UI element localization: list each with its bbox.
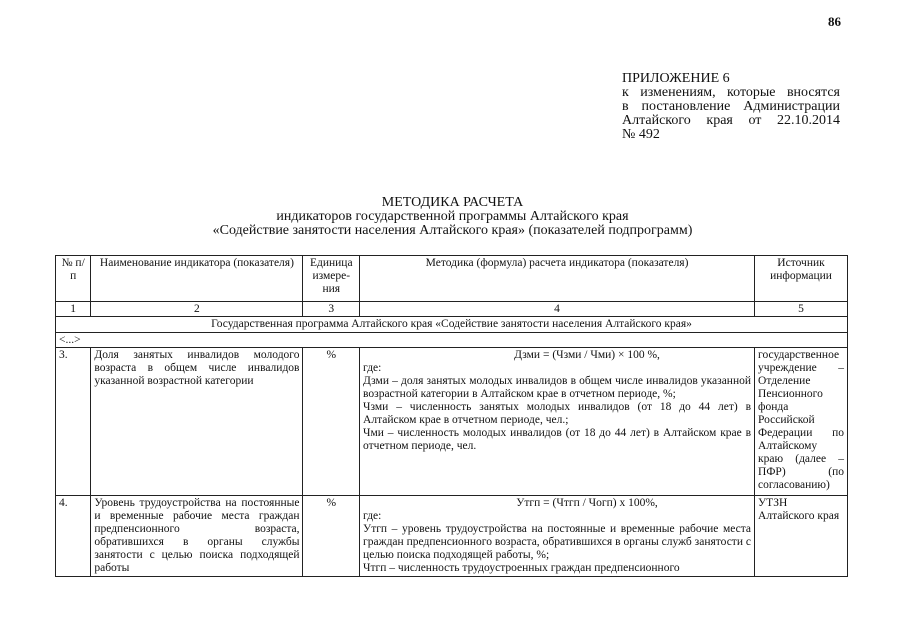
appendix-line: № 492	[622, 127, 660, 142]
where-label: где:	[363, 510, 382, 522]
table-header-row	[56, 256, 848, 302]
title-line-2: индикаторов государственной программы Алтайского края	[276, 209, 629, 224]
indicator-table	[55, 255, 848, 577]
row-num: 3.	[56, 348, 91, 496]
header-unit: Единица измере-ния	[303, 256, 360, 302]
header-num: № п/п	[56, 256, 91, 302]
appendix-line: Алтайского края от 22.10.2014	[622, 113, 840, 128]
title-line-1: МЕТОДИКА РАСЧЕТА	[381, 195, 524, 210]
page-number: 86	[828, 14, 841, 29]
header-source: Источник информации	[755, 256, 848, 302]
header-method: Методика (формула) расчета индикатора (показателя)	[360, 256, 755, 302]
title-line-3: «Содействие занятости населения Алтайского края» (показателей подпрограмм)	[212, 223, 693, 238]
indicator-name: Доля занятых инвалидов молодого возраста в общем числе инвалидов указанной возрастной категории	[91, 348, 303, 496]
col-number: 5	[755, 302, 848, 317]
col-number: 2	[91, 302, 303, 317]
definition: Дзми – доля занятых молодых инвалидов в общем числе инвалидов указанной возрастной категории в Алтайском крае в отчетном периоде, %;	[363, 375, 752, 400]
ellipsis-row	[56, 333, 848, 348]
indicator-source: УТЗН Алтайского края	[755, 496, 848, 577]
indicator-method	[360, 348, 755, 496]
appendix-block	[622, 72, 840, 142]
formula: Дзми = (Чзми / Чми) × 100 %,	[514, 349, 660, 361]
program-title: Государственная программа Алтайского края «Содействие занятости населения Алтайского края»	[56, 317, 848, 333]
indicator-method	[360, 496, 755, 577]
col-number: 4	[360, 302, 755, 317]
document-title	[0, 196, 905, 238]
column-number-row	[56, 302, 848, 317]
indicator-unit: %	[303, 496, 360, 577]
formula: Утгп = (Чтгп / Чогп) х 100%,	[516, 497, 658, 509]
col-number: 1	[56, 302, 91, 317]
definition: Чзми – численность занятых молодых инвалидов (от 18 до 44 лет) в Алтайском крае в отчетном периоде, чел.;	[363, 401, 752, 426]
program-row	[56, 317, 848, 333]
indicator-name: Уровень трудоустройства на постоянные и временные рабочие места граждан предпенсионного возраста, обратившихся в органы службы занятости с целью поиска подходящей работы	[91, 496, 303, 577]
row-num: 4.	[56, 496, 91, 577]
ellipsis-text: <...>	[56, 333, 848, 348]
col-number: 3	[303, 302, 360, 317]
table-row	[56, 496, 848, 577]
where-label: где:	[363, 362, 382, 374]
definition: Чми – численность молодых инвалидов (от 18 до 44 лет) в Алтайском крае в отчетном периоде, чел.	[363, 427, 752, 452]
indicator-source: государственное учреждение – Отделение Пенсионного фонда Российской Федерации по Алтайскому краю (далее – ПФР) (по согласованию)	[755, 348, 848, 496]
definition: Утгп – уровень трудоустройства на постоянные и временные рабочие места граждан предпенсионного возраста, обратившихся в органы служб занятости с целью поиска подходящей работы, %;	[363, 523, 752, 561]
indicator-unit: %	[303, 348, 360, 496]
table-row	[56, 348, 848, 496]
appendix-line: в постановление Администрации	[622, 99, 840, 114]
appendix-heading: ПРИЛОЖЕНИЕ 6	[622, 71, 730, 86]
definition: Чтгп – численность трудоустроенных граждан предпенсионного	[363, 562, 680, 574]
header-name: Наименование индикатора (показателя)	[91, 256, 303, 302]
appendix-line: к изменениям, которые вносятся	[622, 85, 840, 100]
